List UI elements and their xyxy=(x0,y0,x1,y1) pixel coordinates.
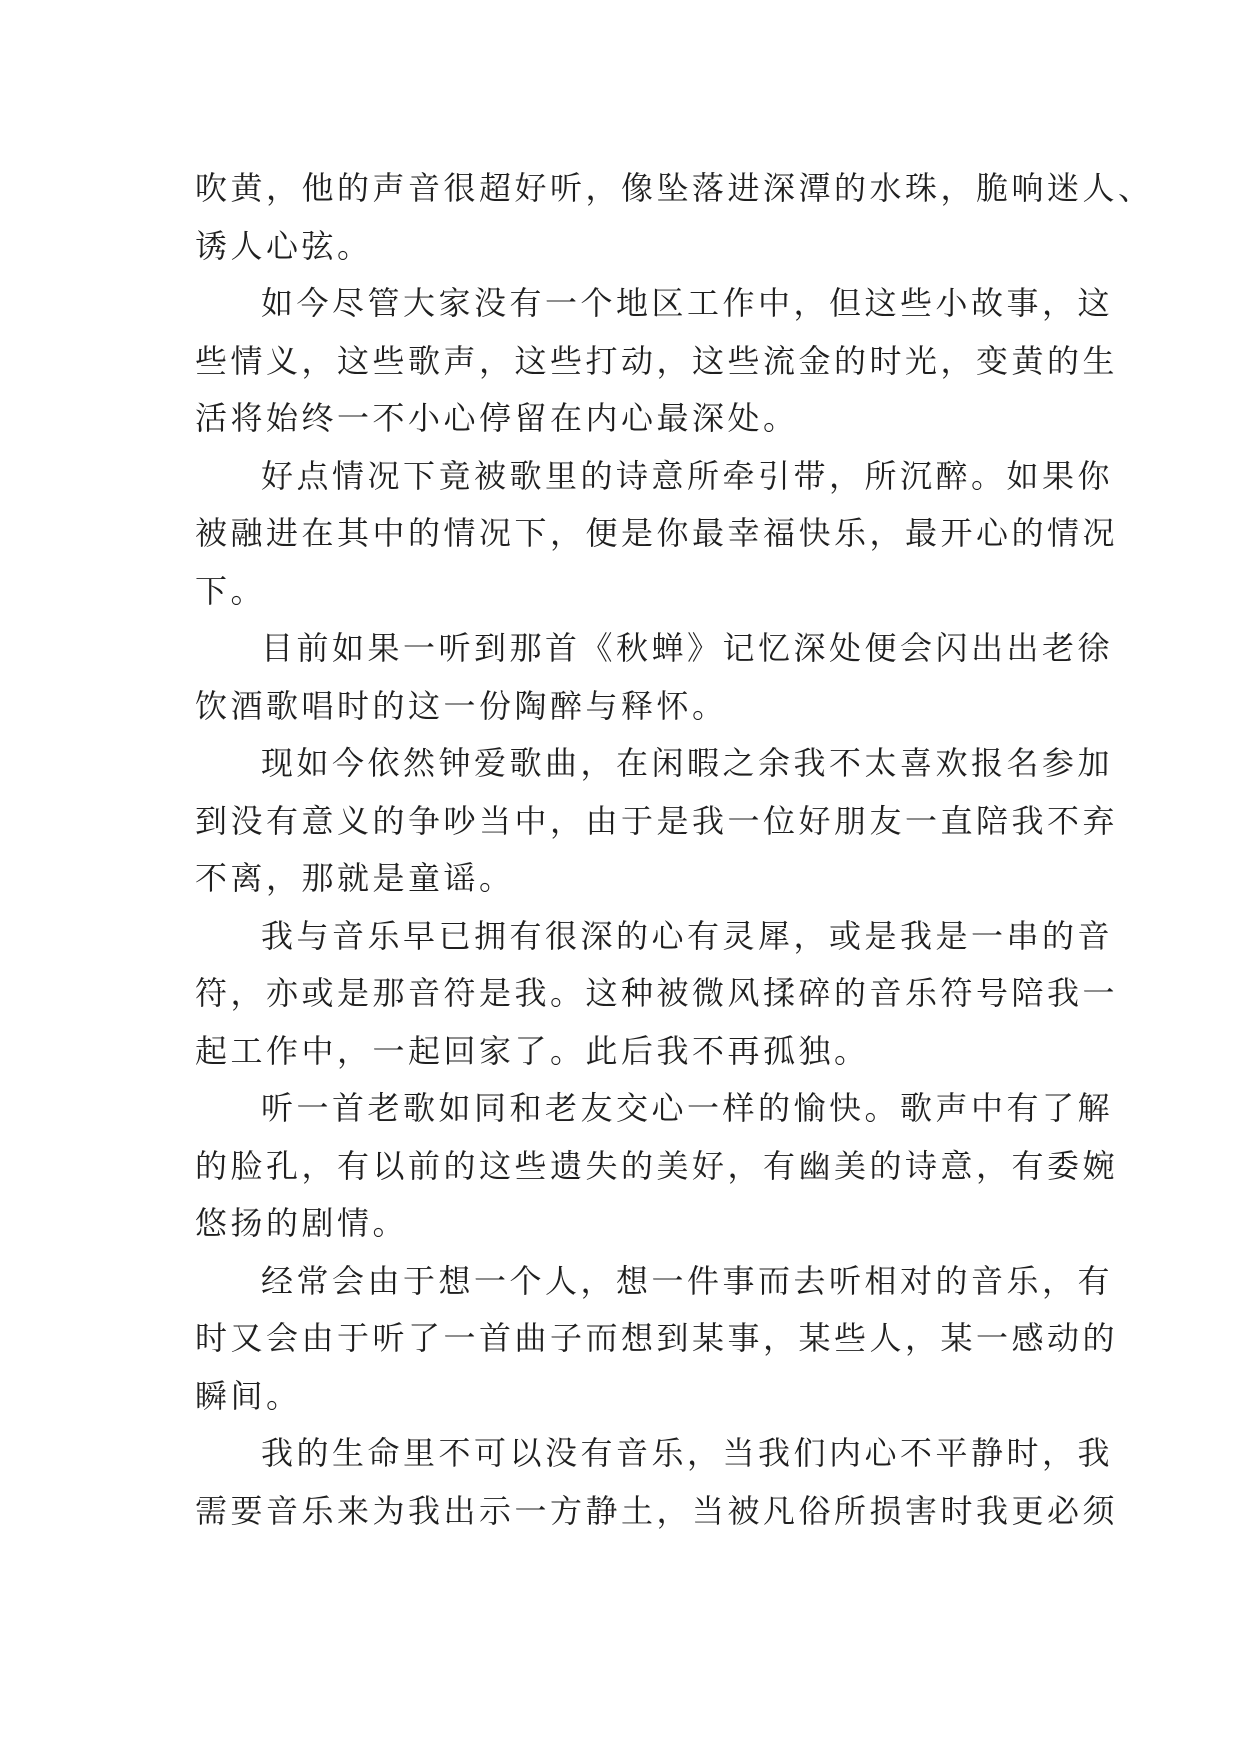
text-line: 如今尽管大家没有一个地区工作中，但这些小故事，这 xyxy=(261,284,1114,322)
text-line: 听一首老歌如同和老友交心一样的愉快。歌声中有了解 xyxy=(261,1089,1114,1127)
text-line: 诱人心弦。 xyxy=(195,226,373,265)
text-line: 经常会由于想一个人，想一件事而去听相对的音乐，有 xyxy=(261,1261,1114,1300)
text-line: 现如今依然钟爱歌曲，在闲暇之余我不太喜欢报名参加 xyxy=(261,744,1114,782)
text-line: 的脸孔，有以前的这些遗失的美好，有幽美的诗意，有委婉 xyxy=(195,1146,1119,1185)
text-line: 瞬间。 xyxy=(195,1376,302,1415)
text-line: 活将始终一不小心停留在内心最深处。 xyxy=(195,399,799,437)
text-line: 好点情况下竟被歌里的诗意所牵引带，所沉醉。如果你 xyxy=(261,456,1114,495)
text-line: 悠扬的剧情。 xyxy=(195,1204,409,1242)
document-body xyxy=(195,160,1154,1540)
text-line: 些情义，这些歌声，这些打动，这些流金的时光，变黄的生 xyxy=(195,341,1119,380)
text-line: 起工作中，一起回家了。此后我不再孤独。 xyxy=(195,1031,870,1070)
text-line: 饮酒歌唱时的这一份陶醉与释怀。 xyxy=(195,686,728,725)
text-line: 被融进在其中的情况下，便是你最幸福快乐，最开心的情况 xyxy=(195,514,1119,552)
text-line: 到没有意义的争吵当中，由于是我一位好朋友一直陪我不弃 xyxy=(195,801,1119,840)
text-line: 不离，那就是童谣。 xyxy=(195,859,515,897)
text-line: 我与音乐早已拥有很深的心有灵犀，或是我是一串的音 xyxy=(261,916,1114,955)
text-line: 时又会由于听了一首曲子而想到某事，某些人，某一感动的 xyxy=(195,1319,1119,1357)
text-line: 符，亦或是那音符是我。这种被微风揉碎的音乐符号陪我一 xyxy=(195,974,1119,1012)
text-line: 吹黄，他的声音很超好听，像坠落进深潭的水珠，脆响迷人、 xyxy=(195,169,1154,207)
text-line: 下。 xyxy=(195,571,267,610)
text-line: 我的生命里不可以没有音乐，当我们内心不平静时，我 xyxy=(261,1434,1114,1472)
text-line: 目前如果一听到那首《秋蝉》记忆深处便会闪出出老徐 xyxy=(261,629,1114,667)
text-line: 需要音乐来为我出示一方静土，当被凡俗所损害时我更必须 xyxy=(195,1491,1119,1530)
